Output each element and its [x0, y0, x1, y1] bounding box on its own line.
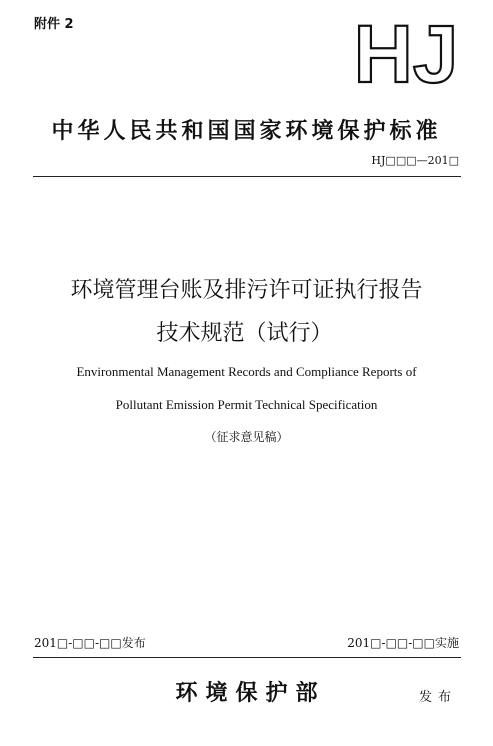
title-en-line-1: Environmental Management Records and Compliance Reports of — [76, 364, 417, 379]
hj-logo-text: HJ — [353, 16, 459, 88]
title-en-line-2: Pollutant Emission Permit Technical Specification — [115, 397, 378, 412]
implementation-date: 201□-□□-□□实施 — [347, 636, 459, 650]
hj-logo — [352, 16, 460, 88]
publication-date: 201□-□□-□□发布 — [34, 636, 146, 650]
draft-status: （征求意见稿） — [204, 430, 289, 444]
issuing-ministry: 环境保护部 — [175, 681, 326, 706]
title-zh-line-2: 技术规范（试行） — [156, 321, 333, 346]
footer-divider — [33, 657, 461, 658]
attachment-label: 附件 2 — [34, 17, 74, 32]
publish-label: 发布 — [418, 690, 457, 705]
header-divider — [33, 176, 461, 177]
standard-number: HJ□□□—201□ — [371, 154, 459, 167]
title-zh-line-1: 环境管理台账及排污许可证执行报告 — [70, 278, 423, 303]
issuing-authority: 中华人民共和国国家环境保护标准 — [51, 119, 442, 144]
hj-logo-graphic — [352, 16, 460, 88]
